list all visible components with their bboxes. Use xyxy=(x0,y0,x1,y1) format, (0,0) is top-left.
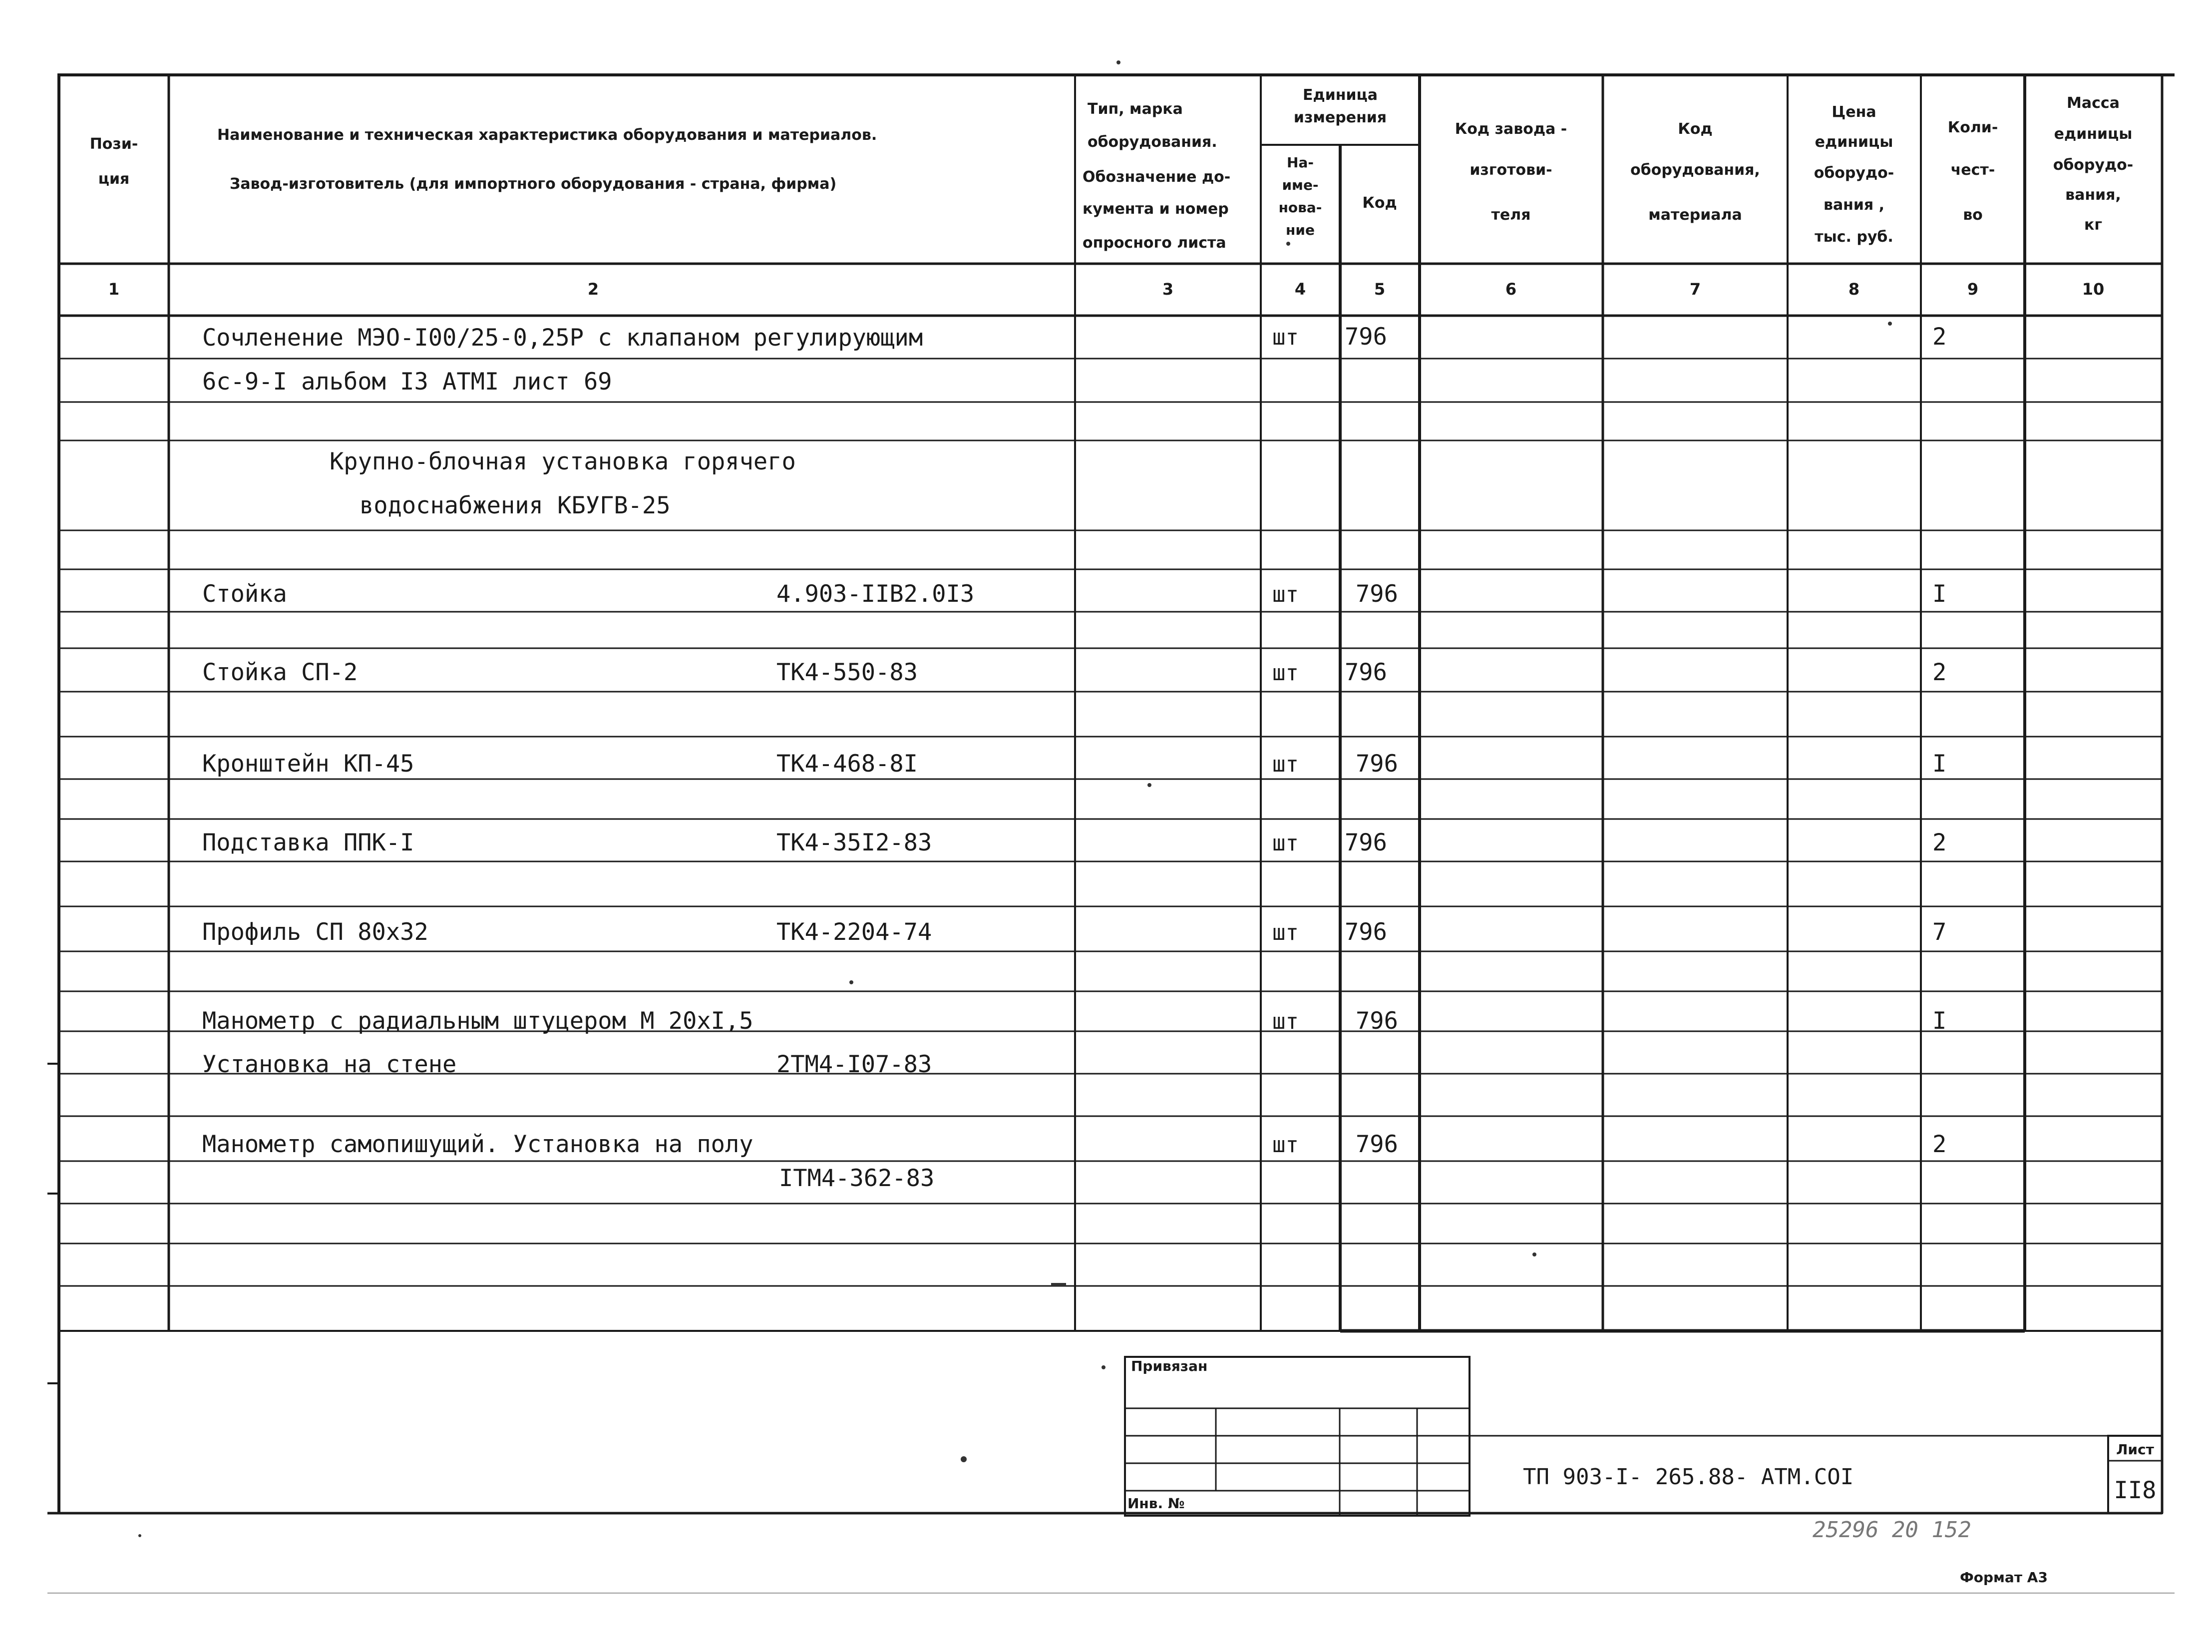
row-unit: шт xyxy=(1272,660,1299,686)
row-code: 796 xyxy=(1356,1131,1398,1158)
row-code: 796 xyxy=(1345,323,1387,351)
header-col10-line5: кг xyxy=(2084,216,2103,234)
row-doc: ТК4-2204-74 xyxy=(776,918,932,946)
row-doc: ТК4-468-8I xyxy=(776,750,918,778)
header-col6-line1: Код завода - xyxy=(1455,120,1567,138)
header-col3-line4: кумента и номер xyxy=(1083,200,1229,218)
header-col8-line5: тыс. руб. xyxy=(1815,228,1893,246)
header-col3-line3: Обозначение до- xyxy=(1083,168,1231,186)
row-unit: шт xyxy=(1272,920,1299,945)
row-qty: I xyxy=(1932,1007,1947,1035)
row-name: Стойка СП-2 xyxy=(202,659,358,686)
header-col2-line2: Завод-изготовитель (для импортного оборудования - страна, фирма) xyxy=(230,175,837,193)
document-code: ТП 903-I- 265.88- АТМ.СОI xyxy=(1523,1464,1854,1490)
header-col10-line3: оборудо- xyxy=(2053,156,2134,174)
row-unit: шт xyxy=(1272,1009,1299,1034)
header-unit-line2: измерения xyxy=(1293,109,1387,126)
header-col8-line1: Цена xyxy=(1832,103,1876,121)
row-doc: 2ТМ4-I07-83 xyxy=(776,1051,932,1078)
header-col8-line3: оборудо- xyxy=(1814,164,1894,182)
header-col5: Код xyxy=(1362,194,1397,212)
table-row xyxy=(360,492,671,519)
row-unit: шт xyxy=(1272,582,1299,607)
sheet-label: Лист xyxy=(2116,1441,2154,1458)
header-col7-line3: материала xyxy=(1648,206,1742,224)
colnum-1: 1 xyxy=(108,280,120,299)
colnum-7: 7 xyxy=(1689,280,1701,299)
table-row xyxy=(779,1165,934,1192)
row-doc: IТМ4-362-83 xyxy=(779,1165,935,1192)
row-name: Манометр самопишущий. Установка на полу xyxy=(202,1131,753,1158)
header-col10-line4: вания, xyxy=(2065,186,2121,204)
row-doc: ТК4-35I2-83 xyxy=(776,829,932,856)
header-col10-line2: единицы xyxy=(2054,125,2133,143)
row-unit: шт xyxy=(1272,325,1299,350)
row-qty: 2 xyxy=(1932,1131,1947,1158)
row-unit: шт xyxy=(1272,752,1299,777)
row-name: Подставка ППК-I xyxy=(202,829,414,856)
colnum-9: 9 xyxy=(1967,280,1979,299)
header-col4-line2: име- xyxy=(1282,177,1319,193)
header-col3-line5: опросного листа xyxy=(1083,234,1226,252)
row-name: 6с-9-I альбом I3 АТМI лист 69 xyxy=(202,368,612,396)
row-qty: 2 xyxy=(1932,659,1947,686)
header-col7-line1: Код xyxy=(1678,120,1713,138)
header-col8-line2: единицы xyxy=(1815,133,1893,151)
row-qty: 2 xyxy=(1932,323,1947,351)
header-col7-line2: оборудования, xyxy=(1630,161,1760,179)
section-title-line1: Крупно-блочная установка горячего xyxy=(330,448,796,475)
header-col6-line2: изготови- xyxy=(1470,161,1552,179)
scan-specks xyxy=(138,60,1892,1537)
colnum-3: 3 xyxy=(1162,280,1174,299)
row-unit: шт xyxy=(1272,1132,1299,1158)
header-col3-line1: Тип, марка xyxy=(1088,100,1183,118)
header-col3-line2: оборудования. xyxy=(1088,133,1217,151)
format-label: Формат А3 xyxy=(1960,1569,2048,1586)
header-unit-line1: Единица xyxy=(1303,86,1378,104)
row-code: 796 xyxy=(1356,750,1398,778)
row-name: Кронштейн КП-45 xyxy=(202,750,414,778)
column-number-row xyxy=(108,280,2104,299)
row-qty: 2 xyxy=(1932,829,1947,856)
header-col4-line1: На- xyxy=(1287,154,1314,171)
row-code: 796 xyxy=(1345,829,1387,856)
colnum-8: 8 xyxy=(1848,280,1860,299)
header-col10-line1: Масса xyxy=(2067,94,2120,112)
colnum-2: 2 xyxy=(587,280,599,299)
colnum-5: 5 xyxy=(1374,280,1386,299)
table-row xyxy=(202,368,612,396)
row-doc: ТК4-550-83 xyxy=(776,659,918,686)
row-qty: 7 xyxy=(1932,918,1947,946)
row-name: Стойка xyxy=(202,580,287,608)
archive-number: 25296 20 152 xyxy=(1813,1517,1971,1543)
row-name: Сочленение МЭО-I00/25-0,25Р с клапаном регулирующим xyxy=(202,324,923,352)
sheet-number: II8 xyxy=(2114,1477,2157,1504)
row-qty: I xyxy=(1932,580,1947,608)
row-unit: шт xyxy=(1272,830,1299,856)
bound-label: Привязан xyxy=(1131,1358,1208,1374)
section-title-line2: водоснабжения КБУГВ-25 xyxy=(360,492,671,519)
row-code: 796 xyxy=(1345,659,1387,686)
header-col1-line2: ция xyxy=(98,170,130,188)
header-col4-line3: нова- xyxy=(1278,199,1322,216)
header-col1-line1: Пози- xyxy=(89,135,138,153)
header-col9-line2: чест- xyxy=(1950,161,1995,179)
row-name: Манометр с радиальным штуцером М 20хI,5 xyxy=(202,1007,753,1035)
header-col4-line4: ние xyxy=(1286,222,1315,238)
colnum-4: 4 xyxy=(1294,280,1306,299)
row-name: Профиль СП 80х32 xyxy=(202,918,428,946)
header-col8-line4: вания , xyxy=(1823,196,1885,214)
header-col9-line1: Коли- xyxy=(1947,119,1998,136)
colnum-6: 6 xyxy=(1505,280,1517,299)
table-row xyxy=(330,448,796,475)
row-name: Установка на стене xyxy=(202,1051,457,1078)
header-col2-line1: Наименование и техническая характеристика оборудования и материалов. xyxy=(217,126,877,144)
table-header xyxy=(90,86,2134,252)
inventory-label: Инв. № xyxy=(1127,1495,1185,1512)
row-code: 796 xyxy=(1356,580,1398,608)
colnum-10: 10 xyxy=(2082,280,2105,299)
header-col9-line3: во xyxy=(1963,206,1983,224)
row-doc: 4.903-IIВ2.0I3 xyxy=(776,580,975,608)
header-col6-line3: теля xyxy=(1491,206,1531,224)
row-qty: I xyxy=(1932,750,1947,778)
title-block-text xyxy=(1127,1358,2156,1586)
row-code: 796 xyxy=(1345,918,1387,946)
row-code: 796 xyxy=(1356,1007,1398,1035)
